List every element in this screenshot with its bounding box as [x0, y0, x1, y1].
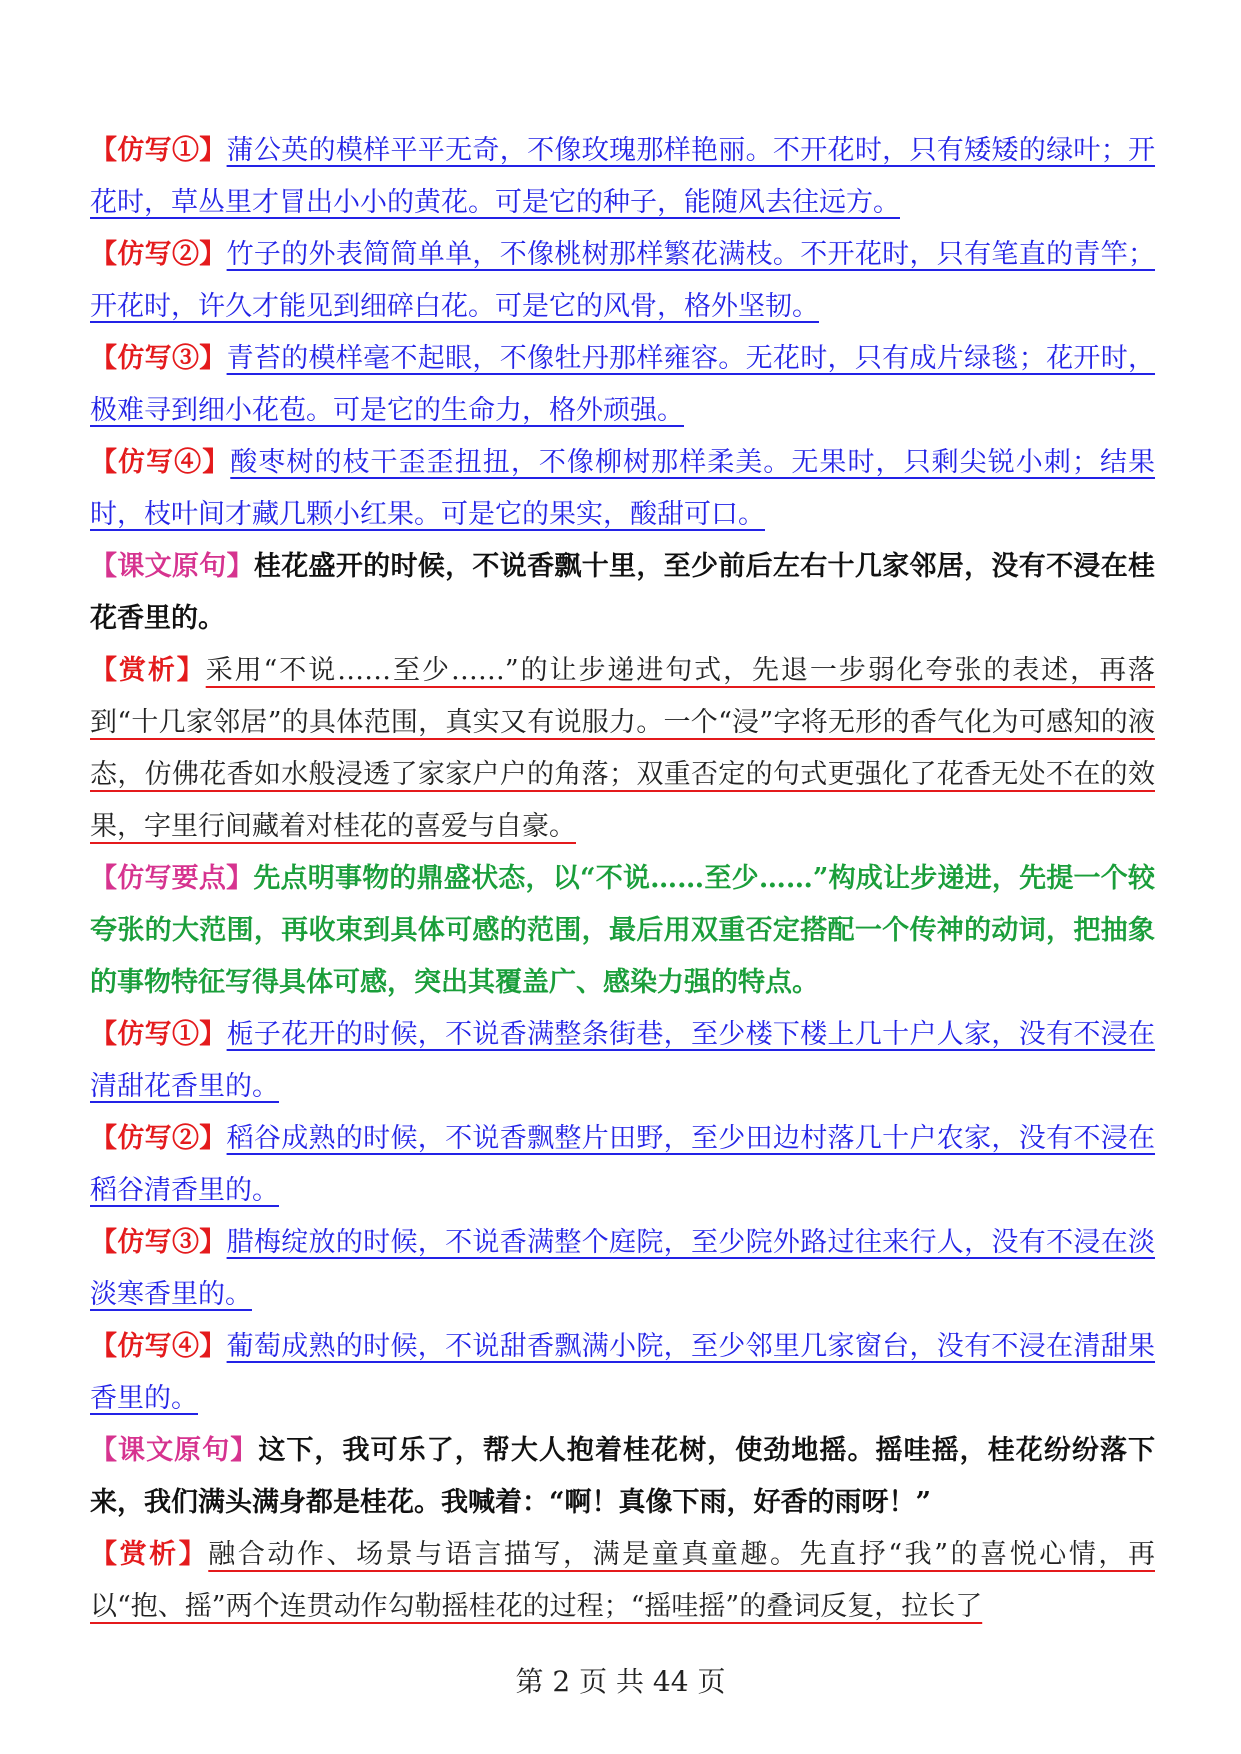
- imitation-paragraph: [90, 437, 1155, 541]
- imitation-paragraph: [90, 333, 1155, 437]
- paragraph-tag: 【仿写要点】: [90, 863, 254, 894]
- paragraph-tag: 【仿写③】: [90, 1227, 227, 1258]
- paragraph-text: 栀子花开的时候，不说香满整条街巷，至少楼下楼上几十户人家，没有不浸在清甜花香里的。: [90, 1019, 1156, 1102]
- imitation-paragraph: [90, 1009, 1155, 1113]
- paragraph-text: 桂花盛开的时候，不说香飘十里，至少前后左右十几家邻居，没有不浸在桂花香里的。: [90, 551, 1156, 634]
- paragraph-text: 腊梅绽放的时候，不说香满整个庭院，至少院外路过往来行人，没有不浸在淡淡寒香里的。: [90, 1227, 1156, 1310]
- paragraph-text: 葡萄成熟的时候，不说甜香飘满小院，至少邻里几家窗台，没有不浸在清甜果香里的。: [90, 1331, 1156, 1414]
- imitation-keypoints-paragraph: [90, 853, 1155, 1009]
- paragraph-tag: 【仿写④】: [90, 1331, 227, 1362]
- paragraph-text: 采用“不说……至少……”的让步递进句式，先退一步弱化夸张的表述，再落到“十几家邻居”的具体范围，真实又有说服力。一个“浸”字将无形的香气化为可感知的液态，仿佛花香如水般浸透了家家户户的角落；双重否定的句式更强化了花香无处不在的效果，字里行间藏着对桂花的喜爱与自豪。: [90, 655, 1156, 842]
- analysis-paragraph: [90, 1529, 1155, 1633]
- imitation-paragraph: [90, 1321, 1155, 1425]
- paragraph-text: 融合动作、场景与语言描写，满是童真童趣。先直抒“我”的喜悦心情，再以“抱、摇”两个连贯动作勾勒摇桂花的过程；“摇哇摇”的叠词反复，拉长了: [90, 1539, 1155, 1622]
- paragraph-tag: 【仿写①】: [90, 1019, 227, 1050]
- paragraph-text: 这下，我可乐了，帮大人抱着桂花树，使劲地摇。摇哇摇，桂花纷纷落下来，我们满头满身都是桂花。我喊着：“啊！真像下雨，好香的雨呀！”: [90, 1435, 1156, 1518]
- document-body: [90, 125, 1155, 1633]
- original-sentence-paragraph: [90, 541, 1155, 645]
- paragraph-text: 稻谷成熟的时候，不说香飘整片田野，至少田边村落几十户农家，没有不浸在稻谷清香里的。: [90, 1123, 1156, 1206]
- paragraph-tag: 【仿写②】: [90, 239, 227, 270]
- page-footer: [0, 1660, 1241, 1700]
- paragraph-tag: 【仿写②】: [90, 1123, 227, 1154]
- imitation-paragraph: [90, 1217, 1155, 1321]
- imitation-paragraph: [90, 229, 1155, 333]
- page-number-text: 第 2 页 共 44 页: [515, 1665, 726, 1698]
- paragraph-tag: 【赏析】: [90, 655, 206, 686]
- paragraph-tag: 【赏析】: [90, 1539, 209, 1570]
- imitation-paragraph: [90, 125, 1155, 229]
- paragraph-text: 青苔的模样毫不起眼，不像牡丹那样雍容。无花时，只有成片绿毯；花开时，极难寻到细小花苞。可是它的生命力，格外顽强。: [90, 343, 1156, 426]
- paragraph-text: 蒲公英的模样平平无奇，不像玫瑰那样艳丽。不开花时，只有矮矮的绿叶；开花时，草丛里才冒出小小的黄花。可是它的种子，能随风去往远方。: [90, 135, 1156, 218]
- analysis-paragraph: [90, 645, 1155, 853]
- paragraph-tag: 【仿写④】: [90, 447, 231, 478]
- original-sentence-paragraph: [90, 1425, 1155, 1529]
- paragraph-text: 酸枣树的枝干歪歪扭扭，不像柳树那样柔美。无果时，只剩尖锐小刺；结果时，枝叶间才藏几颗小红果。可是它的果实，酸甜可口。: [90, 447, 1156, 530]
- paragraph-text: 先点明事物的鼎盛状态，以“不说……至少……”构成让步递进，先提一个较夸张的大范围，再收束到具体可感的范围，最后用双重否定搭配一个传神的动词，把抽象的事物特征写得具体可感，突出其覆盖广、感染力强的特点。: [90, 863, 1156, 998]
- imitation-paragraph: [90, 1113, 1155, 1217]
- paragraph-tag: 【课文原句】: [90, 1435, 259, 1466]
- paragraph-text: 竹子的外表简简单单，不像桃树那样繁花满枝。不开花时，只有笔直的青竿；开花时，许久才能见到细碎白花。可是它的风骨，格外坚韧。: [90, 239, 1156, 322]
- paragraph-tag: 【课文原句】: [90, 551, 254, 582]
- paragraph-tag: 【仿写③】: [90, 343, 227, 374]
- paragraph-tag: 【仿写①】: [90, 135, 227, 166]
